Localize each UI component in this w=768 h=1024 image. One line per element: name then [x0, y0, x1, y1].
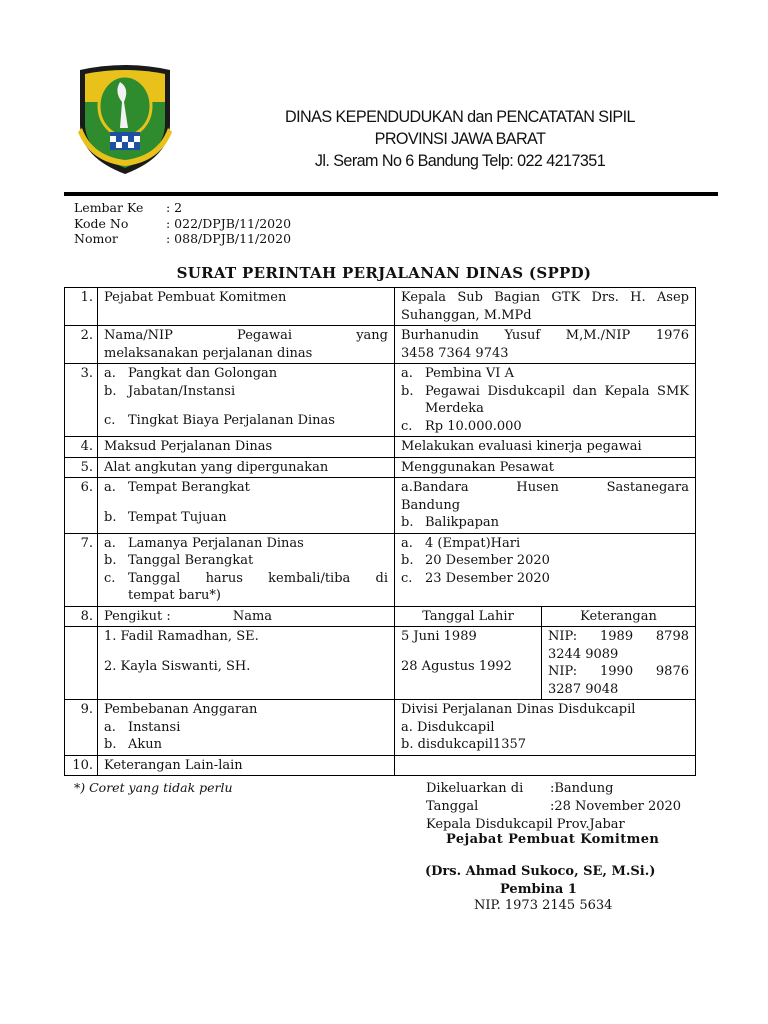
row-number: 2.	[65, 326, 98, 364]
table-row	[65, 606, 696, 627]
header-rule	[64, 192, 718, 196]
table-row	[65, 627, 696, 700]
lembar-label: Lembar Ke	[74, 200, 144, 215]
table-row	[65, 700, 696, 756]
kode-label: Kode No	[74, 215, 129, 231]
sppd-table	[64, 287, 696, 776]
letterhead	[220, 106, 700, 172]
document-title: SURAT PERINTAH PERJALANAN DINAS (SPPD)	[176, 264, 592, 282]
signatory-nip: NIP. 1973 2145 5634	[474, 898, 613, 913]
nomor-label: Nomor	[74, 231, 118, 246]
row-number: 3.	[65, 364, 98, 437]
agency-address: Jl. Seram No 6 Bandung Telp: 022 4217351	[314, 151, 606, 170]
coat-of-arms-logo	[70, 62, 180, 180]
row-label: Maksud Perjalanan Dinas	[98, 437, 395, 458]
row-number: 8.	[65, 606, 98, 627]
row-label: Keterangan Lain-lain	[98, 755, 395, 776]
row-number: 9.	[65, 700, 98, 756]
table-row	[65, 364, 696, 437]
row-number: 5.	[65, 457, 98, 478]
signatory-title: Pejabat Pembuat Komitmen	[446, 832, 660, 847]
table-row	[65, 288, 696, 326]
row-label: Pejabat Pembuat Komitmen	[98, 288, 395, 326]
table-row	[65, 326, 696, 364]
row-value: Menggunakan Pesawat	[395, 457, 696, 478]
name-column-header: Nama	[232, 608, 273, 624]
row-label	[98, 606, 395, 627]
row-label: Pembebanan Anggaran a. Instansi b. Akun	[98, 700, 395, 756]
row-value: Divisi Perjalanan Dinas Disdukcapil a. Disdukcapil b. disdukcapil1357	[395, 700, 696, 756]
issued-value: :Bandung	[550, 781, 614, 796]
row-number: 1.	[65, 288, 98, 326]
pengikut-label: Pengikut :	[104, 608, 171, 624]
dob-column-header: Tanggal Lahir	[395, 606, 542, 627]
signatory-rank: Pembina 1	[500, 882, 577, 897]
table-row	[65, 478, 696, 534]
agency-name: DINAS KEPENDUDUKAN dan PENCATATAN SIPIL	[285, 107, 635, 126]
row-label: a. Pangkat dan Golongan b. Jabatan/Instansi c. Tingkat Biaya Perjalanan Dinas	[98, 364, 395, 437]
row-value: Kepala Sub Bagian GTK Drs. H. Asep Suhanggan, M.MPd	[395, 288, 696, 326]
row-number: 7.	[65, 533, 98, 606]
row-label: a. Tempat Berangkat b. Tempat Tujuan	[98, 478, 395, 534]
nomor-value: : 088/DPJB/11/2020	[166, 231, 292, 246]
reference-block	[74, 200, 291, 247]
row-label: a. Lamanya Perjalanan Dinas b. Tanggal Berangkat c. Tanggal harus kembali/tiba di tempat baru*)	[98, 533, 395, 606]
row-value	[395, 755, 696, 776]
table-row	[65, 533, 696, 606]
follower-names: 1. Fadil Ramadhan, SE. 2. Kayla Siswanti, SH.	[98, 627, 395, 700]
issued-label: Dikeluarkan di	[426, 781, 524, 796]
issuance-block	[426, 780, 681, 834]
row-value: a. 4 (Empat)Hari b. 20 Desember 2020 c. 23 Desember 2020	[395, 533, 696, 606]
kode-value: : 022/DPJB/11/2020	[166, 215, 292, 231]
row-number: 10.	[65, 755, 98, 776]
footnote: *) Coret yang tidak perlu	[74, 780, 233, 795]
table-row	[65, 755, 696, 776]
note-column-header: Keterangan	[542, 606, 696, 627]
row-label: Nama/NIP Pegawai yang melaksanakan perjalanan dinas	[98, 326, 395, 364]
row-label: Alat angkutan yang dipergunakan	[98, 457, 395, 478]
row-value: Melakukan evaluasi kinerja pegawai	[395, 437, 696, 458]
row-value: a. Pembina VI A b. Pegawai Disdukcapil dan Kepala SMK Merdeka c. Rp 10.000.000	[395, 364, 696, 437]
follower-notes: NIP: 1989 8798 3244 9089 NIP: 1990 9876 3287 9048	[542, 627, 696, 700]
row-value: a.Bandara Husen Sastanegara Bandung b. Balikpapan	[395, 478, 696, 534]
follower-dobs: 5 Juni 1989 28 Agustus 1992	[395, 627, 542, 700]
row-number: 4.	[65, 437, 98, 458]
table-row	[65, 457, 696, 478]
date-label: Tanggal	[426, 799, 479, 814]
signatory-name: (Drs. Ahmad Sukoco, SE, M.Si.)	[425, 864, 656, 879]
table-row	[65, 437, 696, 458]
row-number: 6.	[65, 478, 98, 534]
lembar-value: : 2	[166, 200, 183, 215]
row-value: Burhanudin Yusuf M,M./NIP 1976 3458 7364 9743	[395, 326, 696, 364]
date-value: :28 November 2020	[550, 799, 682, 814]
official-position: Kepala Disdukcapil Prov.Jabar	[426, 817, 625, 832]
province-name: PROVINSI JAWA BARAT	[374, 129, 546, 148]
